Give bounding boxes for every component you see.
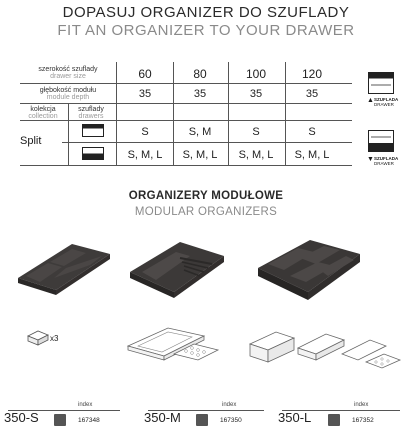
organizer-m-photo [120,234,230,304]
width-value: 100 [245,67,267,81]
arrow-down-icon: ▼ [367,156,374,163]
size-cell: S, M, L [127,149,163,161]
size-cell: S [141,126,149,138]
width-value: 60 [138,67,152,81]
depth-value: 35 [249,88,263,100]
drawer-top-icon [82,124,104,137]
section-title: ORGANIZERY MODUŁOWE [128,190,284,202]
legend-bottom-label [374,156,398,166]
table-divider [20,83,352,84]
legend-line: DRAWER [374,102,394,107]
table-column-line [285,62,286,165]
row-label-text: szerokość szuflady [38,66,98,73]
row-label-text: głębokość modułu [39,87,97,94]
organizer-m-drawing [124,322,222,364]
color-swatch [328,414,340,426]
row-label-text: kolekcja [30,106,56,113]
model-name: 350-L [278,410,312,425]
width-value: 80 [193,67,207,81]
arrow-up-icon: ▲ [367,97,374,104]
cabinet-bottom-icon [368,130,394,152]
row-label-sub: drawer size [50,73,86,80]
index-label: index [78,402,93,408]
row-label-sub: collection [28,113,58,120]
color-swatch [196,414,208,426]
index-label: index [354,402,369,408]
legend-line: SZUFLADA [374,156,399,161]
table-column-line [68,103,69,165]
cabinet-top-icon [368,72,394,94]
row-label-sub: drawers [78,113,104,120]
row-label-drawers [66,106,116,120]
size-cell: S, M, L [294,149,330,161]
table-column-line [173,62,174,165]
organizer-s-photo [14,238,114,298]
row-label-sub: module depth [46,94,90,101]
table-divider [20,165,352,166]
table-column-line [116,62,117,165]
organizer-l-photo [250,236,365,311]
color-swatch [54,414,66,426]
size-cell: S, M, L [238,149,274,161]
model-name: 350-S [4,410,39,425]
row-label-drawer-size [22,66,114,80]
depth-value: 35 [305,88,319,100]
row-label-collection [18,106,68,120]
legend-line: DRAWER [374,161,394,166]
index-label: index [222,402,237,408]
size-cell: S [252,126,260,138]
drawer-bottom-icon [82,147,104,160]
depth-value: 35 [138,88,152,100]
index-value: 167352 [352,417,374,424]
size-cell: S [308,126,316,138]
width-value: 120 [301,67,323,81]
size-cell: S, M, L [182,149,218,161]
legend-line: SZUFLADA [374,97,399,102]
table-divider [20,120,352,121]
page-title: DOPASUJ ORGANIZER DO SZUFLADY [62,4,350,21]
row-label-text: szuflady [78,106,104,113]
table-divider [20,103,352,104]
index-value: 167350 [220,417,242,424]
index-value: 167348 [78,417,100,424]
size-cell: S, M [188,126,212,138]
quantity-label: x3 [50,334,59,343]
organizer-l-drawing [246,322,406,372]
collection-name: Split [20,135,42,147]
row-label-module-depth [22,87,114,101]
table-divider [62,142,352,143]
section-subtitle: MODULAR ORGANIZERS [134,206,278,218]
legend-top-label [374,97,398,107]
model-name: 350-M [144,410,181,425]
table-column-line [228,62,229,165]
page-subtitle: FIT AN ORGANIZER TO YOUR DRAWER [57,22,355,39]
small-insert-icon [26,330,50,346]
depth-value: 35 [193,88,207,100]
